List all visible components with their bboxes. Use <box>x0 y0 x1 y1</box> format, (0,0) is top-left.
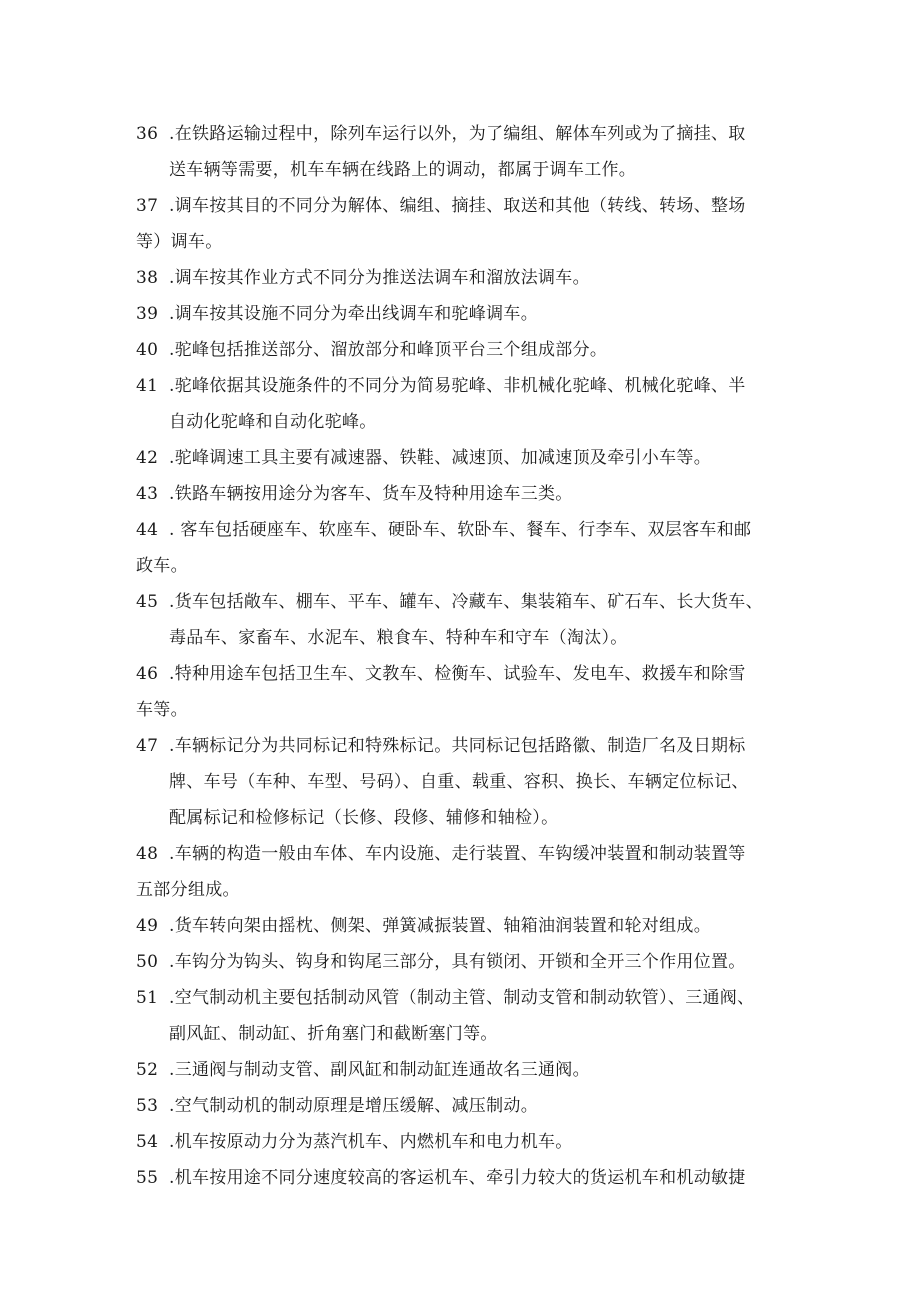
item-text: . 客车包括硬座车、软座车、硬卧车、软卧车、餐车、行李车、双层客车和邮 <box>169 520 752 540</box>
item-number: 39 <box>136 304 159 324</box>
list-item <box>136 1052 796 1088</box>
item-number: 45 <box>136 592 159 612</box>
list-item-continuation-line: 自动化驼峰和自动化驼峰。 <box>169 412 377 432</box>
item-number: 47 <box>136 736 159 756</box>
list-item <box>136 728 796 836</box>
item-number: 42 <box>136 448 159 468</box>
list-item <box>136 260 796 296</box>
list-item-first-line <box>136 1052 796 1088</box>
list-item-first-line <box>136 260 796 296</box>
item-number: 54 <box>136 1132 159 1152</box>
list-item-continuation-line: 五部分组成。 <box>136 880 240 900</box>
list-item-first-line <box>136 656 796 692</box>
item-text: .货车包括敞车、棚车、平车、罐车、冷藏车、集装箱车、矿石车、长大货车、 <box>169 592 763 612</box>
list-item <box>136 980 796 1052</box>
list-item <box>136 512 796 584</box>
item-number: 48 <box>136 844 159 864</box>
item-text: .驼峰依据其设施条件的不同分为简易驼峰、非机械化驼峰、机械化驼峰、半 <box>169 376 746 396</box>
list-item <box>136 1088 796 1124</box>
item-text: .车辆标记分为共同标记和特殊标记。共同标记包括路徽、制造厂名及日期标 <box>169 736 746 756</box>
item-text: .在铁路运输过程中，除列车运行以外，为了编组、解体车列或为了摘挂、取 <box>169 124 746 144</box>
item-text: .机车按原动力分为蒸汽机车、内燃机车和电力机车。 <box>169 1132 573 1152</box>
list-item-first-line <box>136 728 796 764</box>
item-number: 44 <box>136 520 159 540</box>
list-item-first-line <box>136 332 796 368</box>
list-item <box>136 836 796 908</box>
item-text: .驼峰调速工具主要有减速器、铁鞋、减速顶、加减速顶及牵引小车等。 <box>169 448 712 468</box>
item-number: 36 <box>136 124 159 144</box>
item-text: .铁路车辆按用途分为客车、货车及特种用途车三类。 <box>169 484 573 504</box>
item-number: 41 <box>136 376 159 396</box>
numbered-list <box>136 116 796 1196</box>
list-item-first-line <box>136 296 796 332</box>
item-number: 37 <box>136 196 159 216</box>
item-text: .调车按其设施不同分为牵出线调车和驼峰调车。 <box>169 304 539 324</box>
item-text: .空气制动机主要包括制动风管（制动主管、制动支管和制动软管）、三通阀、 <box>169 988 755 1008</box>
item-text: .三通阀与制动支管、副风缸和制动缸连通故名三通阀。 <box>169 1060 590 1080</box>
list-item <box>136 908 796 944</box>
list-item <box>136 1124 796 1160</box>
item-number: 53 <box>136 1096 159 1116</box>
list-item <box>136 296 796 332</box>
list-item-first-line <box>136 980 796 1016</box>
list-item-continuation-line: 副风缸、制动缸、折角塞门和截断塞门等。 <box>169 1024 498 1044</box>
list-item-continuation-line: 毒品车、家畜车、水泥车、粮食车、特种车和守车（淘汰）。 <box>169 628 628 648</box>
item-number: 49 <box>136 916 159 936</box>
list-item <box>136 944 796 980</box>
item-text: .调车按其目的不同分为解体、编组、摘挂、取送和其他（转线、转场、整场 <box>169 196 746 216</box>
item-text: .车辆的构造一般由车体、车内设施、走行装置、车钩缓冲装置和制动装置等 <box>169 844 746 864</box>
list-item <box>136 116 796 188</box>
item-text: .车钩分为钩头、钩身和钩尾三部分，具有锁闭、开锁和全开三个作用位置。 <box>169 952 746 972</box>
list-item <box>136 476 796 512</box>
list-item <box>136 656 796 728</box>
item-number: 46 <box>136 664 159 684</box>
list-item-first-line <box>136 476 796 512</box>
list-item-continuation-line: 送车辆等需要，机车车辆在线路上的调动，都属于调车工作。 <box>169 160 637 180</box>
list-item-first-line <box>136 440 796 476</box>
item-number: 50 <box>136 952 159 972</box>
list-item <box>136 188 796 260</box>
list-item-first-line <box>136 1088 796 1124</box>
list-item-first-line <box>136 188 796 224</box>
item-text: .调车按其作业方式不同分为推送法调车和溜放法调车。 <box>169 268 590 288</box>
item-number: 52 <box>136 1060 159 1080</box>
list-item-continuation-line: 政车。 <box>136 556 188 576</box>
item-text: .特种用途车包括卫生车、文教车、检衡车、试验车、发电车、救援车和除雪 <box>169 664 746 684</box>
list-item-first-line <box>136 1124 796 1160</box>
item-text: .空气制动机的制动原理是增压缓解、减压制动。 <box>169 1096 539 1116</box>
list-item-first-line <box>136 1160 796 1196</box>
list-item-continuation-line: 车等。 <box>136 700 188 720</box>
item-text: .机车按用途不同分速度较高的客运机车、牵引力较大的货运机车和机动敏捷 <box>169 1168 746 1188</box>
list-item-first-line <box>136 368 796 404</box>
item-text: .驼峰包括推送部分、溜放部分和峰顶平台三个组成部分。 <box>169 340 608 360</box>
item-text: .货车转向架由摇枕、侧架、弹簧减振装置、轴箱油润装置和轮对组成。 <box>169 916 712 936</box>
list-item <box>136 440 796 476</box>
list-item-first-line <box>136 512 796 548</box>
list-item-first-line <box>136 908 796 944</box>
list-item-continuation-line: 牌、车号（车种、车型、号码）、自重、载重、容积、换长、车辆定位标记、 <box>169 772 749 792</box>
list-item-first-line <box>136 584 796 620</box>
list-item <box>136 1160 796 1196</box>
item-number: 55 <box>136 1168 159 1188</box>
list-item-continuation-line: 等）调车。 <box>136 232 223 252</box>
list-item-first-line <box>136 944 796 980</box>
item-number: 43 <box>136 484 159 504</box>
list-item-first-line <box>136 836 796 872</box>
item-number: 40 <box>136 340 159 360</box>
list-item <box>136 368 796 440</box>
list-item <box>136 332 796 368</box>
list-item-first-line <box>136 116 796 152</box>
list-item <box>136 584 796 656</box>
list-item-continuation-line: 配属标记和检修标记（长修、段修、辅修和轴检）。 <box>169 808 559 828</box>
item-number: 38 <box>136 268 159 288</box>
item-number: 51 <box>136 988 159 1008</box>
